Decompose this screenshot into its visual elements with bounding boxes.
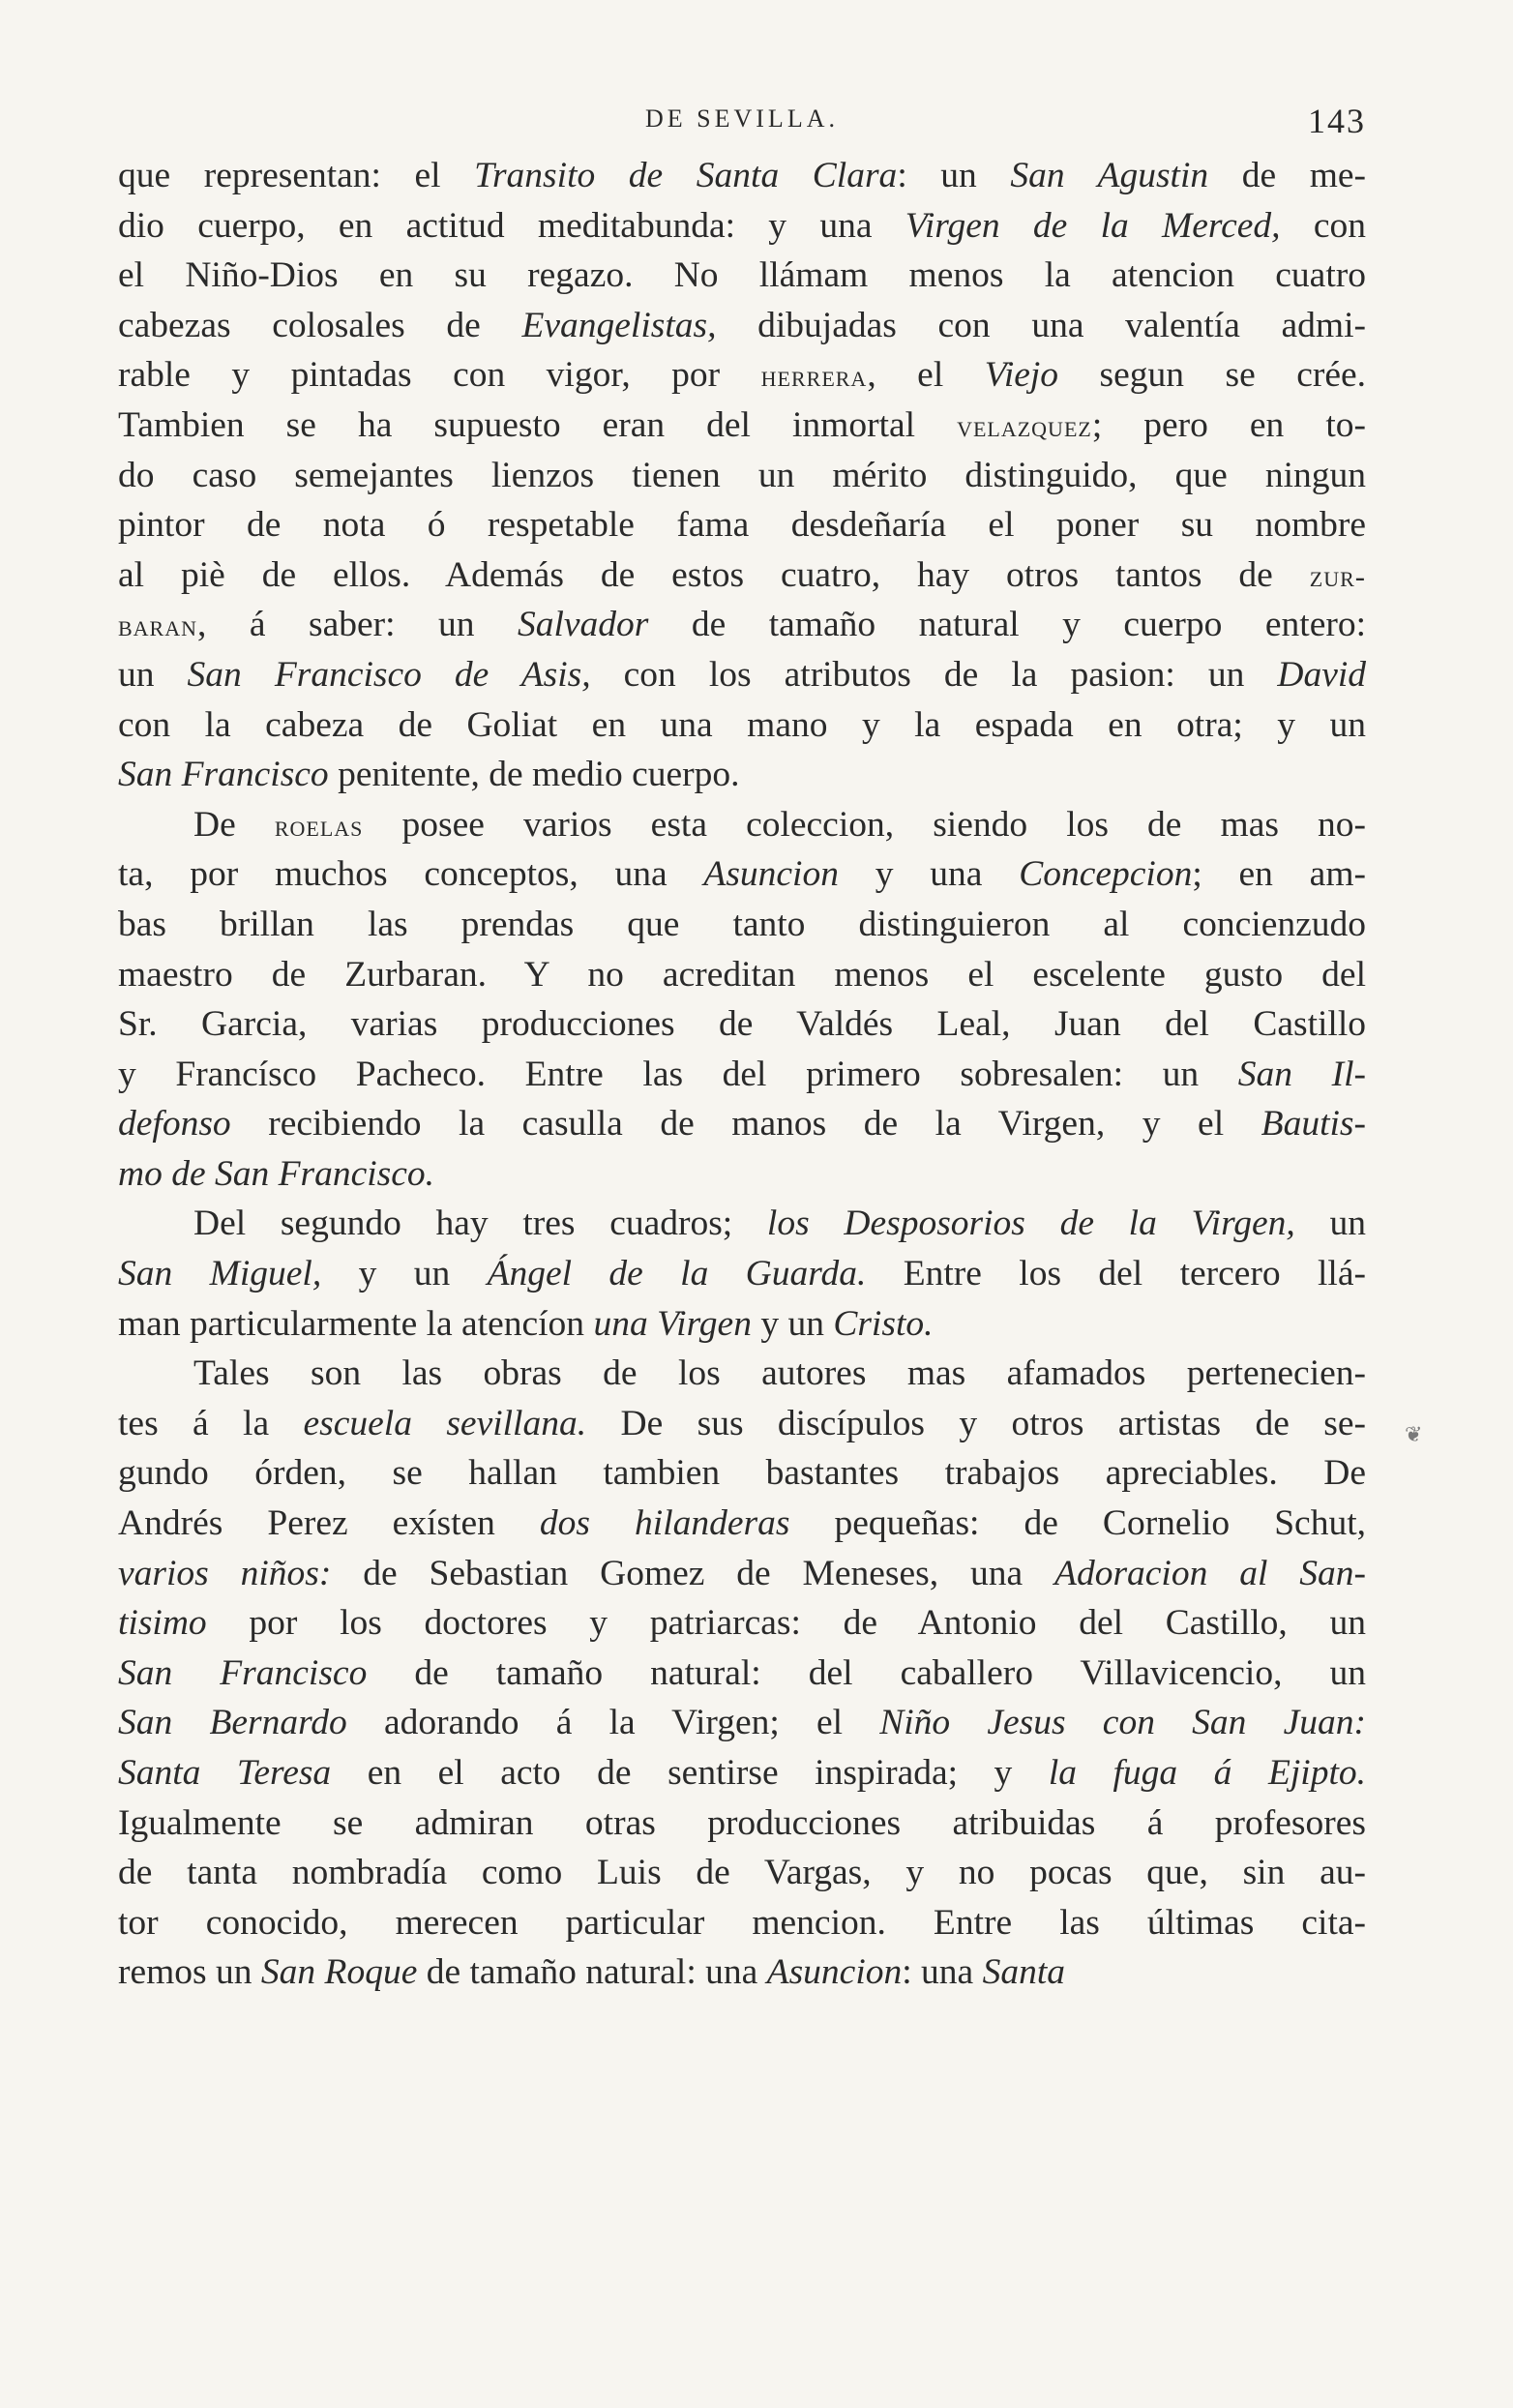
page-number: 143 <box>1308 102 1366 140</box>
text-line <box>118 1099 1366 1149</box>
italic-title: tisimo <box>118 1603 207 1644</box>
italic-title: los Desposorios de la Virgen, <box>766 1204 1295 1244</box>
text-run: dibujadas con una valentía admi- <box>716 305 1367 345</box>
text-run: de tamaño natural y cuerpo entero: <box>648 605 1366 645</box>
italic-title: Concepcion <box>1019 854 1193 895</box>
text-line <box>118 350 1366 401</box>
italic-title: mo de San Francisco. <box>118 1153 435 1194</box>
small-caps-name: herrera <box>760 360 868 394</box>
text-run: penitente, de medio cuerpo. <box>328 755 740 795</box>
text-run: Sr. Garcia, varias producciones de Valdés Leal, Juan del Castillo <box>118 1004 1366 1045</box>
ink-blot-icon: ❦ <box>1405 1422 1423 1446</box>
text-line <box>118 1848 1366 1898</box>
text-line <box>118 849 1366 900</box>
text-run: , el <box>867 355 985 396</box>
text-line <box>118 1799 1366 1849</box>
italic-title: Transito de Santa Clara <box>474 156 898 195</box>
text-run: , á saber: un <box>197 605 518 645</box>
text-line <box>118 550 1366 601</box>
text-run: pintor de nota ó respetable fama desdeñaría el poner su nombre <box>118 505 1366 546</box>
text-run: de me- <box>1208 156 1366 195</box>
text-line <box>118 1598 1366 1649</box>
text-run: : una <box>902 1952 983 1993</box>
text-run: Tambien se ha supuesto eran del inmortal <box>118 404 958 445</box>
text-line <box>118 1249 1366 1299</box>
text-run: gundo órden, se hallan tambien bastantes trabajos apreciables. De <box>118 1453 1366 1494</box>
small-caps-name: velazquez <box>957 409 1092 443</box>
italic-title: David <box>1277 654 1367 695</box>
text-run: De sus discípulos y otros artistas de se- <box>586 1403 1366 1443</box>
text-line <box>118 1299 1366 1350</box>
text-run: al piè de ellos. Además de estos cuatro, hay otros tantos de <box>118 554 1310 595</box>
italic-title: Asuncion <box>766 1952 903 1993</box>
text-line <box>118 301 1366 351</box>
text-line <box>118 950 1366 1000</box>
text-run: con la cabeza de Goliat en una mano y la espada en otra; y un <box>118 704 1366 745</box>
italic-title: San Il- <box>1237 1054 1366 1094</box>
text-run: segun se crée. <box>1058 355 1366 396</box>
italic-title: Evangelistas, <box>521 305 717 345</box>
text-run: Entre los del tercero llá- <box>866 1254 1366 1294</box>
text-line <box>118 451 1366 501</box>
text-run: el Niño-Dios en su regazo. No llámam menos la atencion cuatro <box>118 255 1366 296</box>
text-line <box>118 1649 1366 1699</box>
text-line <box>118 700 1366 751</box>
italic-title: Salvador <box>517 605 649 645</box>
text-run: posee varios esta coleccion, siendo los de mas no- <box>363 804 1367 845</box>
text-line <box>118 1149 1366 1200</box>
text-line <box>118 1050 1366 1100</box>
text-run: rable y pintadas con vigor, por <box>118 355 761 396</box>
text-run: de tamaño natural: del caballero Villavicencio, un <box>367 1652 1366 1693</box>
italic-title: San Miguel, <box>118 1254 322 1294</box>
text-run: Igualmente se admiran otras producciones atribuidas á profesores <box>118 1802 1366 1843</box>
text-line <box>118 201 1366 252</box>
text-run: ; en am- <box>1192 854 1366 895</box>
italic-title: San Roque <box>260 1952 418 1993</box>
italic-title: Asuncion <box>703 854 839 895</box>
running-head <box>118 104 1366 143</box>
text-run: ; pero en to- <box>1091 404 1366 445</box>
running-title: DE SEVILLA. <box>645 104 839 133</box>
text-run: De <box>193 804 275 845</box>
italic-title: San Bernardo <box>118 1703 347 1743</box>
small-caps-name: zur- <box>1309 559 1366 593</box>
text-line <box>118 151 1366 201</box>
text-run: tor conocido, merecen particular mencion. Entre las últimas cita- <box>118 1902 1366 1943</box>
text-run: Andrés Perez exísten <box>118 1503 540 1544</box>
text-run: con los atributos de la pasion: un <box>590 654 1278 695</box>
text-run: tes á la <box>118 1403 304 1443</box>
italic-title: Santa <box>982 1952 1065 1993</box>
small-caps-name: baran <box>118 609 198 643</box>
small-caps-name: roelas <box>274 809 364 843</box>
text-line <box>118 1698 1366 1748</box>
text-run: y un <box>751 1303 834 1344</box>
text-run: con <box>1280 205 1366 246</box>
italic-title: San Francisco <box>118 755 329 795</box>
text-run: y Francísco Pacheco. Entre las del primero sobresalen: un <box>118 1054 1238 1094</box>
body-text <box>118 151 1366 1998</box>
italic-title: Virgen de la Merced, <box>905 205 1281 246</box>
text-line <box>118 1349 1366 1399</box>
italic-title: Niño Jesus con San Juan: <box>879 1703 1366 1743</box>
text-line <box>118 1748 1366 1799</box>
text-line <box>118 500 1366 550</box>
text-line <box>118 900 1366 950</box>
italic-title: Adoracion al San- <box>1054 1553 1366 1593</box>
text-line <box>118 1448 1366 1499</box>
italic-title: Bautis- <box>1261 1104 1366 1145</box>
text-run: Del segundo hay tres cuadros; <box>193 1204 767 1244</box>
italic-title: una Virgen <box>593 1303 752 1344</box>
text-run: y un <box>321 1254 488 1294</box>
italic-title: San Francisco de Asis, <box>187 654 591 695</box>
text-line <box>118 1499 1366 1549</box>
text-line <box>118 1549 1366 1599</box>
text-line <box>118 650 1366 700</box>
text-line <box>118 1199 1366 1249</box>
text-run: de Sebastian Gomez de Meneses, una <box>331 1553 1055 1593</box>
text-line <box>118 1947 1366 1998</box>
text-run: un <box>118 654 188 695</box>
text-run: maestro de Zurbaran. Y no acreditan menos el escelente gusto del <box>118 954 1366 995</box>
text-line <box>118 999 1366 1050</box>
italic-title: Ángel de la Guarda. <box>487 1254 867 1294</box>
italic-title: Cristo. <box>833 1303 934 1344</box>
italic-title: varios niños: <box>118 1553 332 1593</box>
text-line <box>118 251 1366 301</box>
text-run: por los doctores y patriarcas: de Antonio del Castillo, un <box>206 1603 1366 1644</box>
text-run: un <box>1294 1204 1367 1244</box>
italic-title: San Agustin <box>1010 156 1209 195</box>
text-run: : un <box>897 156 1011 195</box>
italic-title: Viejo <box>984 355 1059 396</box>
text-line <box>118 1898 1366 1948</box>
italic-title: dos hilanderas <box>539 1503 790 1544</box>
text-run: en el acto de sentirse inspirada; y <box>331 1753 1049 1793</box>
text-run: dio cuerpo, en actitud meditabunda: y una <box>118 205 905 246</box>
text-run: bas brillan las prendas que tanto distinguieron al concienzudo <box>118 904 1366 944</box>
italic-title: defonso <box>118 1104 231 1145</box>
text-run: recibiendo la casulla de manos de la Virgen, y el <box>230 1104 1261 1145</box>
text-line <box>118 800 1366 850</box>
text-run: adorando á la Virgen; el <box>346 1703 880 1743</box>
text-line <box>118 401 1366 451</box>
text-run: Tales son las obras de los autores mas afamados pertenecien- <box>193 1353 1366 1394</box>
text-run: de tanta nombradía como Luis de Vargas, y no pocas que, sin au- <box>118 1853 1366 1893</box>
text-run: y una <box>838 854 1020 895</box>
text-run: man particularmente la atencíon <box>118 1303 594 1344</box>
text-line <box>118 1399 1366 1449</box>
text-run: do caso semejantes lienzos tienen un mérito distinguido, que ningun <box>118 455 1366 495</box>
italic-title: San Francisco <box>118 1652 368 1693</box>
text-run: remos un <box>118 1952 261 1993</box>
text-run: que representan: el <box>118 156 475 195</box>
text-run: pequeñas: de Cornelio Schut, <box>789 1503 1366 1544</box>
italic-title: la fuga á Ejipto. <box>1048 1753 1366 1793</box>
text-line <box>118 750 1366 800</box>
italic-title: Santa Teresa <box>118 1753 332 1793</box>
italic-title: escuela sevillana. <box>303 1403 587 1443</box>
text-run: cabezas colosales de <box>118 305 522 345</box>
text-run: ta, por muchos conceptos, una <box>118 854 704 895</box>
text-run: de tamaño natural: una <box>417 1952 767 1993</box>
text-line <box>118 600 1366 650</box>
